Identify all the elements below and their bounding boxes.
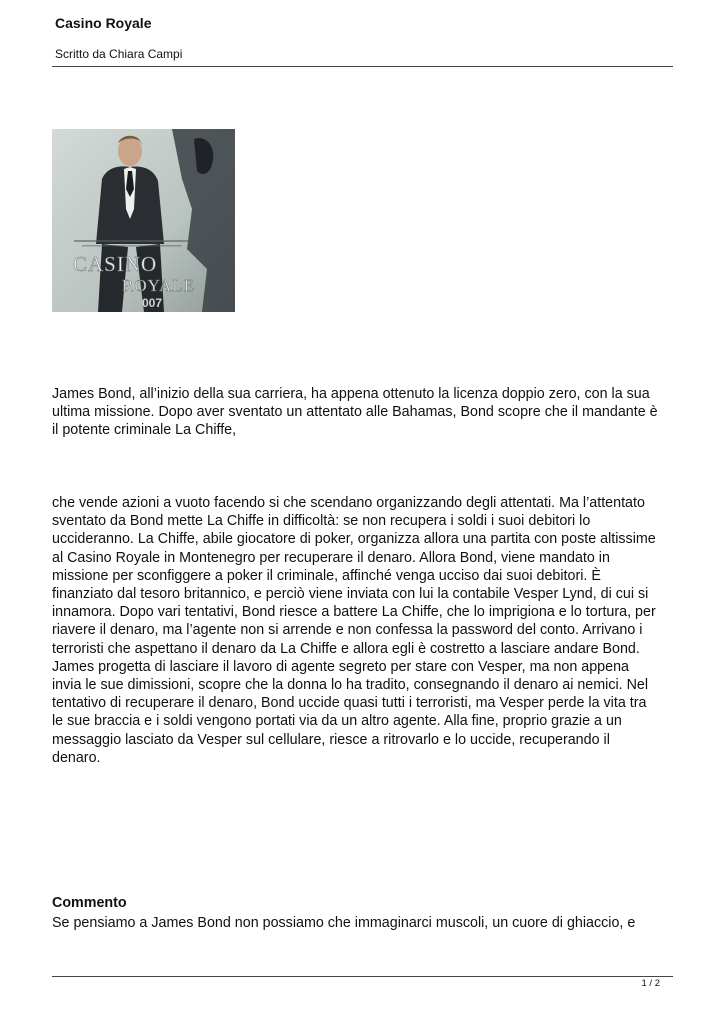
poster-007-emblem: 007 bbox=[142, 296, 163, 310]
movie-poster-image bbox=[52, 129, 235, 312]
plot-paragraph-main: che vende azioni a vuoto facendo si che scendano organizzando degli attentati. Ma l’attentato sventato da Bond mette La Chiffe in difficoltà: se non recupera i soldi i suoi debitori lo uccideranno. La Chiffe, abile giocatore di poker, organizza allora una partita con poste altissime al Casino Royale in Montenegro per recuperare il denaro. Allora Bond, viene mandato in missione per sconfiggere a poker il criminale, affinché venga ucciso dai suoi debitori. È finanziato dal tesoro britannico, e perciò viene inviata con lui la contabile Vesper Lynd, di cui si innamora. Dopo vari tentativi, Bond riesce a battere La Chiffe, che lo imprigiona e lo tortura, per riavere il denaro, ma l’agente non si arrende e non confessa la password del conto. Arrivano i terroristi che aspettano il denaro da La Chiffe e allora egli è costretto a lasciare andare Bond. James progetta di lasciare il lavoro di agente segreto per stare con Vesper, ma non appena invia le sue dimissioni, scopre che la donna lo ha tradito, consegnando il denaro ai nemici. Nel tentativo di recuperare il denaro, Bond uccide quasi tutti i terroristi, ma Vesper perde la vita tra le sue braccia e i soldi vengono portati via da un altro agente. Alla fine, proprio grazie a un messaggio lasciato da Vesper sul cellulare, riesce a ritrovarlo e lo uccide, recuperando il denaro. bbox=[52, 495, 656, 766]
footer-divider bbox=[52, 976, 673, 977]
comment-paragraph: Se pensiamo a James Bond non possiamo che immaginarci muscoli, un cuore di ghiaccio, e bbox=[52, 915, 636, 931]
header-divider bbox=[52, 66, 673, 67]
page-title: Casino Royale bbox=[55, 15, 152, 31]
poster-artwork bbox=[52, 129, 235, 312]
comment-heading: Commento bbox=[52, 895, 127, 911]
poster-title-line1: CASINO bbox=[73, 252, 158, 276]
page-number: 1 / 2 bbox=[641, 978, 660, 989]
poster-title-line2: ROYALE bbox=[122, 276, 196, 295]
author-byline: Scritto da Chiara Campi bbox=[55, 47, 183, 61]
plot-paragraph-intro: James Bond, all’inizio della sua carriera, ha appena ottenuto la licenza doppio zero, con la sua ultima missione. Dopo aver sventato un attentato alle Bahamas, Bond scopre che il mandante è il potente criminale La Chiffe, bbox=[52, 386, 658, 439]
